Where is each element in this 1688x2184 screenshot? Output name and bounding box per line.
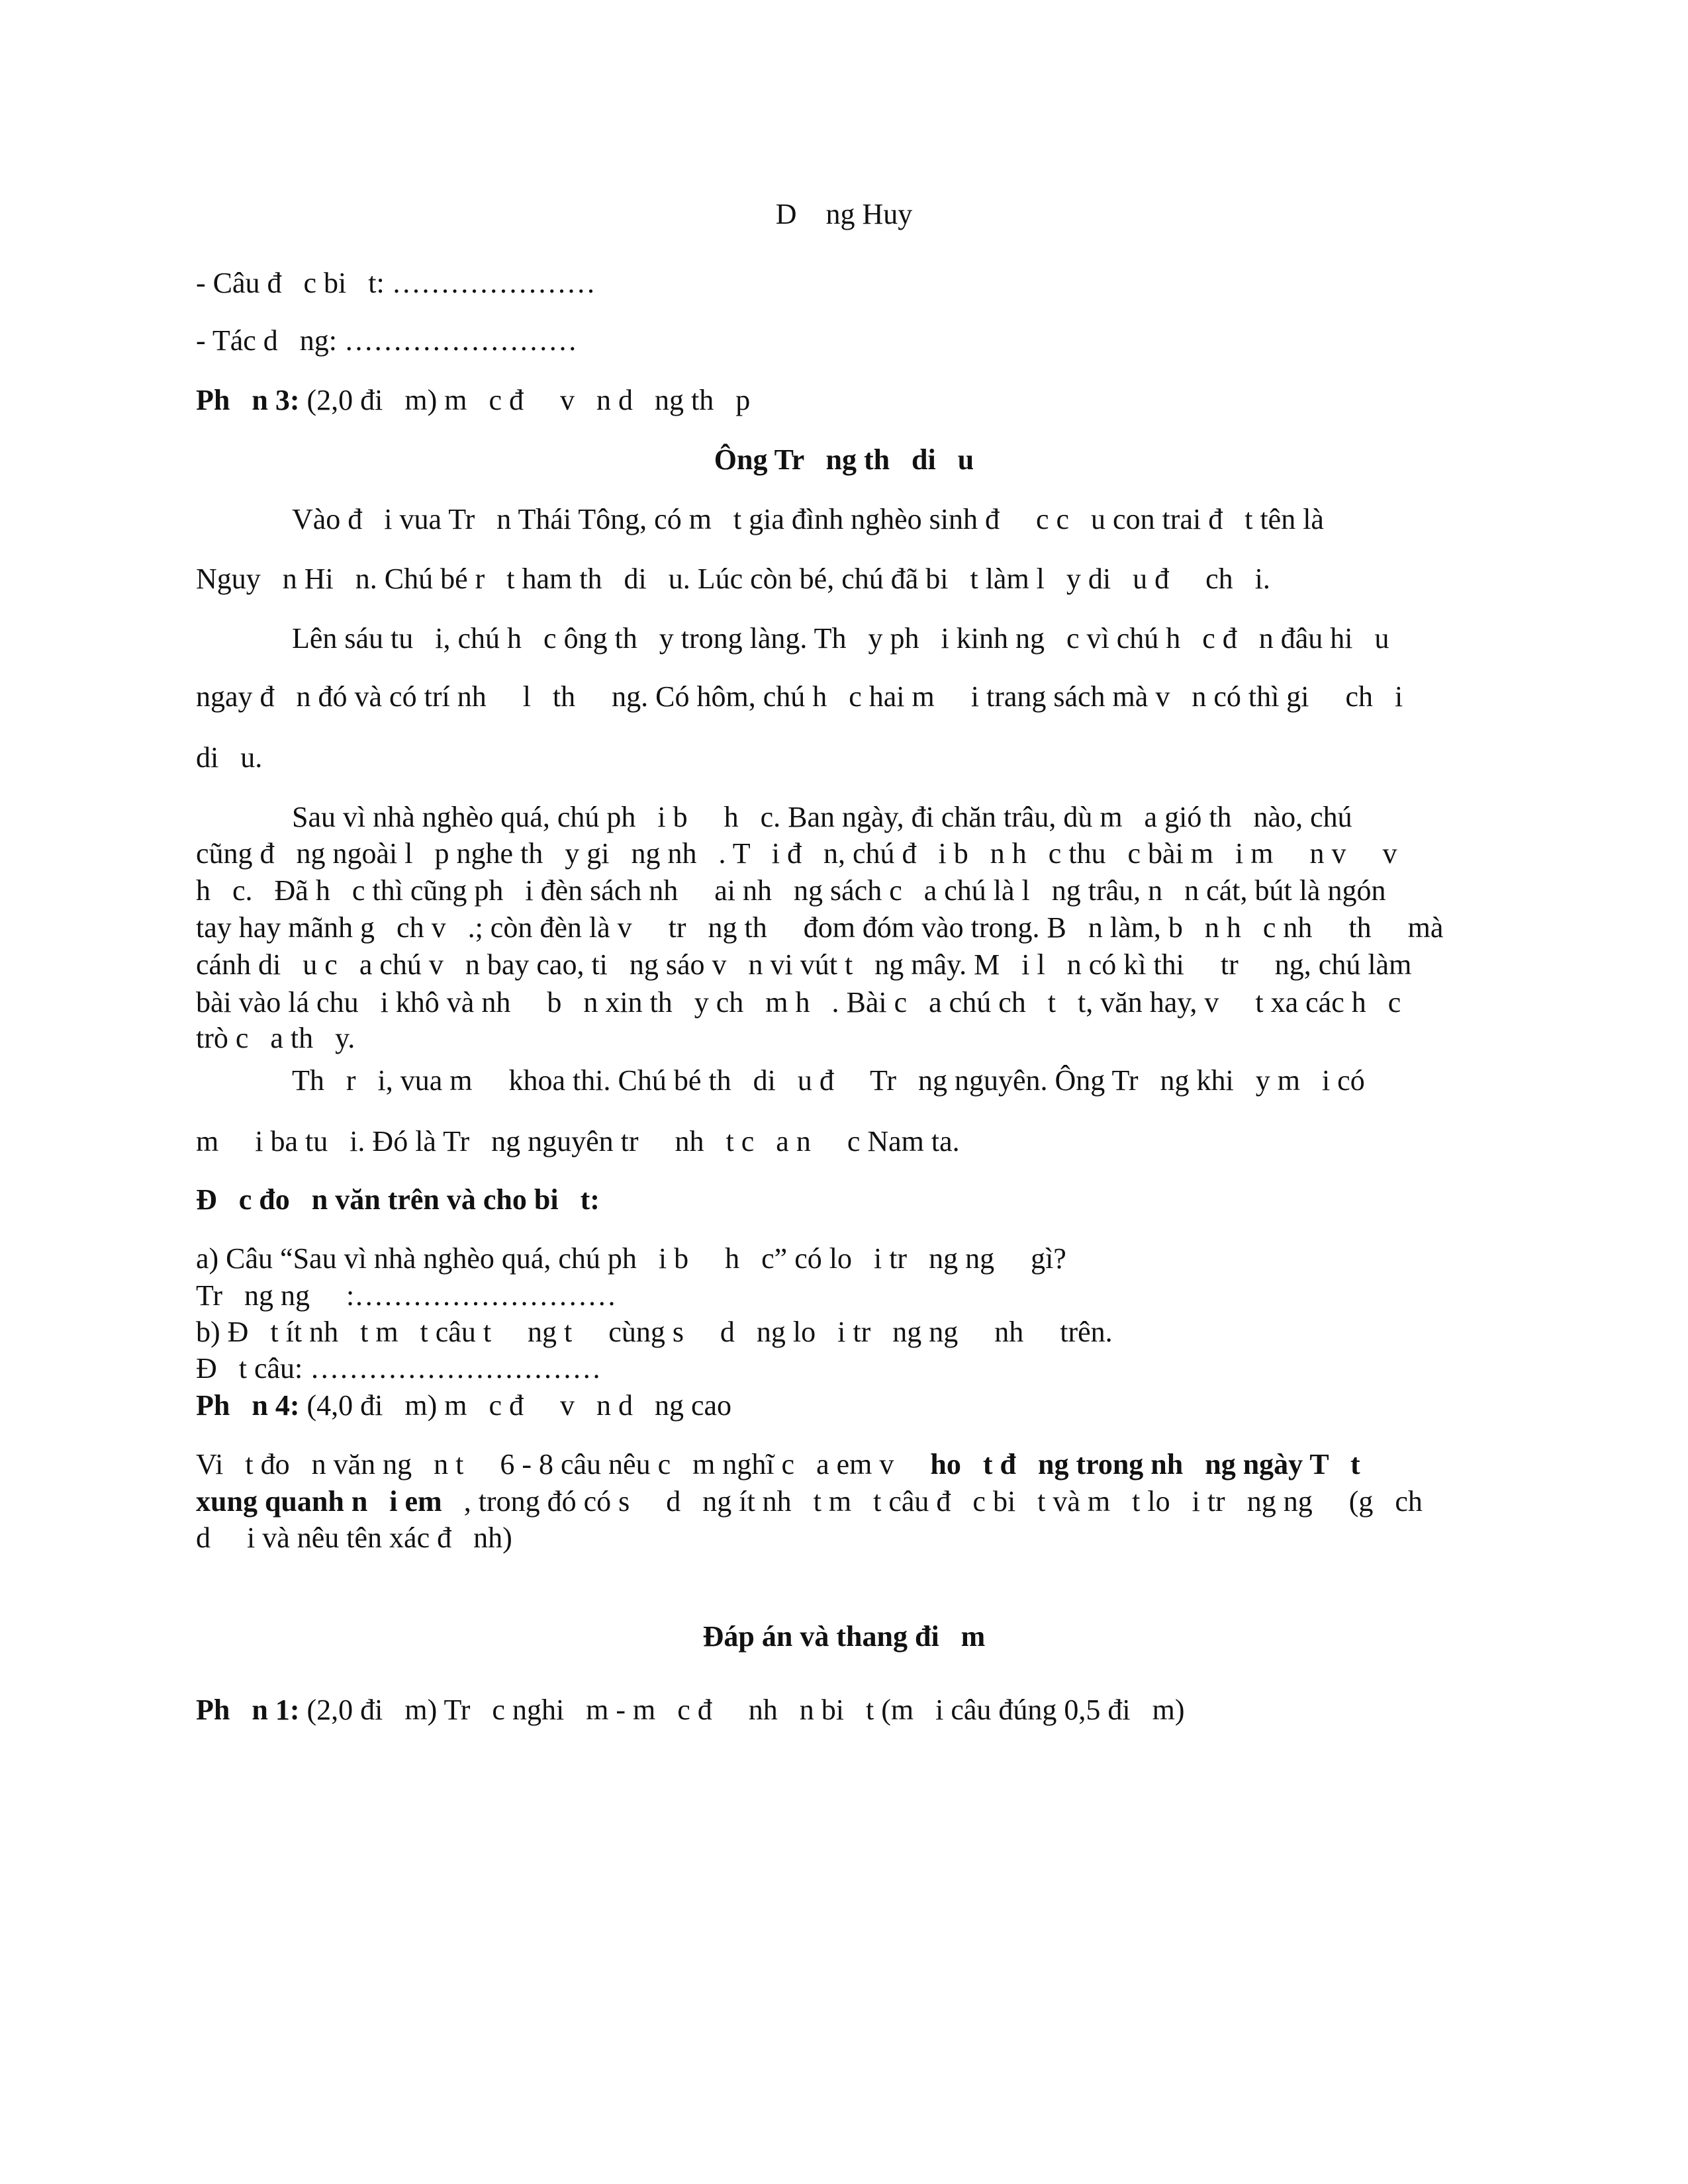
part3-label: Ph n 3: <box>196 384 300 416</box>
essay-topic-bold-2: xung quanh n i em <box>196 1485 442 1518</box>
essay-line2 <box>196 1483 1423 1520</box>
part4-text: (4,0 đi m) m c đ v n d ng cao <box>299 1389 732 1422</box>
part1-label: Ph n 1: <box>196 1694 300 1726</box>
answers-title: Đáp án và thang đi m <box>702 1620 986 1653</box>
question-a: a) Câu “Sau vì nhà nghèo quá, chú ph i b h c” có lo i tr ng ng gì? <box>196 1242 1066 1275</box>
story-p3-line5: cánh di u c a chú v n bay cao, ti ng sáo v n vi vút t ng mây. M i l n có kì thi tr ng, chú làm <box>196 948 1412 981</box>
part4-heading <box>196 1387 731 1424</box>
story-p4-line2: m i ba tu i. Đó là Tr ng nguyên tr nh t c a n c Nam ta. <box>196 1125 960 1158</box>
part4-label: Ph n 4: <box>196 1389 300 1422</box>
essay-line2-text: , trong đó có s d ng ít nh t m t câu đ c bi t và m t lo i tr ng ng (g ch <box>442 1485 1423 1518</box>
question-b: b) Đ t ít nh t m t câu t ng t cùng s d ng lo i tr ng ng nh trên. <box>196 1316 1113 1348</box>
question-effect: - Tác d ng: …………………… <box>196 324 578 357</box>
story-p4-line1: Th r i, vua m khoa thi. Chú bé th di u đ Tr ng nguyên. Ông Tr ng khi y m i có <box>292 1064 1365 1097</box>
story-title: Ông Tr ng th di u <box>714 443 974 476</box>
essay-line1-text: Vi t đo n văn ng n t 6 - 8 câu nêu c m nghĩ c a em v <box>196 1448 931 1480</box>
story-p3-line6: bài vào lá chu i khô và nh b n xin th y ch m h . Bài c a chú ch t t, văn hay, v t xa các h c <box>196 986 1401 1019</box>
story-p2-line1: Lên sáu tu i, chú h c ông th y trong làng. Th y ph i kinh ng c vì chú h c đ n đâu hi u <box>292 622 1389 655</box>
story-p3-line7: trò c a th y. <box>196 1022 355 1054</box>
story-p3-line1: Sau vì nhà nghèo quá, chú ph i b h c. Ban ngày, đi chăn trâu, dù m a gió th nào, chú <box>292 801 1352 833</box>
part1-heading <box>196 1692 1185 1728</box>
story-p1-line2: Nguy n Hi n. Chú bé r t ham th di u. Lúc còn bé, chú đã bi t làm l y di u đ ch i. <box>196 563 1270 595</box>
part3-heading <box>196 382 750 418</box>
part1-text: (2,0 đi m) Tr c nghi m - m c đ nh n bi t (m i câu đúng 0,5 đi m) <box>299 1694 1185 1726</box>
part3-text: (2,0 đi m) m c đ v n d ng th p <box>299 384 751 416</box>
story-p1-line1: Vào đ i vua Tr n Thái Tông, có m t gia đình nghèo sinh đ c c u con trai đ t tên là <box>292 503 1324 535</box>
author-line: D ng Huy <box>775 198 913 230</box>
story-p2-line3: di u. <box>196 741 263 774</box>
essay-line1 <box>196 1446 1360 1482</box>
question-special-sentence: - Câu đ c bi t: ………………… <box>196 267 596 299</box>
story-p3-line4: tay hay mãnh g ch v .; còn đèn là v tr ng th đom đóm vào trong. B n làm, b n h c nh th mà <box>196 911 1444 944</box>
question-a-answer: Tr ng ng :……………………… <box>196 1279 617 1312</box>
essay-line3: d i và nêu tên xác đ nh) <box>196 1522 512 1554</box>
story-p2-line2: ngay đ n đó và có trí nh l th ng. Có hôm, chú h c hai m i trang sách mà v n có thì gi ch i <box>196 680 1403 713</box>
story-p3-line2: cũng đ ng ngoài l p nghe th y gi ng nh . T i đ n, chú đ i b n h c thu c bài m i m n v v <box>196 837 1397 870</box>
story-p3-line3: h c. Đã h c thì cũng ph i đèn sách nh ai nh ng sách c a chú là l ng trâu, n n cát, bút là ngón <box>196 874 1386 907</box>
essay-topic-bold: ho t đ ng trong nh ng ngày T t <box>930 1448 1360 1480</box>
question-b-answer: Đ t câu: ………………………… <box>196 1352 602 1385</box>
read-prompt: Đ c đo n văn trên và cho bi t: <box>196 1183 600 1216</box>
